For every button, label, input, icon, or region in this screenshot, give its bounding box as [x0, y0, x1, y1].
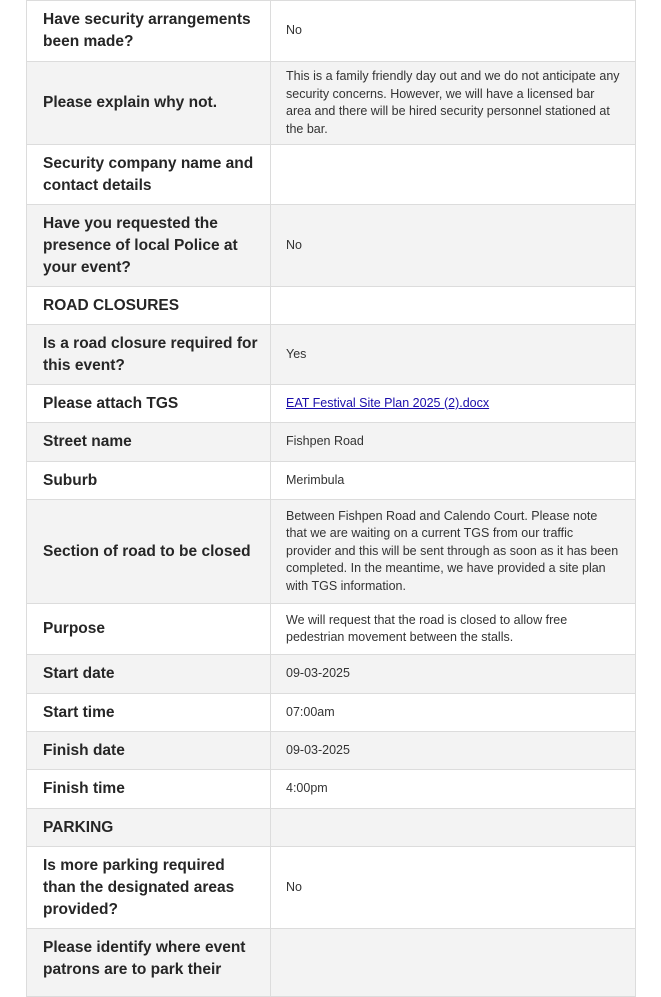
answer-value: No — [271, 847, 636, 929]
table-row — [27, 462, 636, 500]
answer-value: 4:00pm — [271, 770, 636, 809]
table-row — [27, 809, 636, 847]
answer-value: We will request that the road is closed to allow free pedestrian movement between the stalls. — [271, 604, 636, 655]
question-label: Purpose — [27, 604, 271, 655]
question-label: Have you requested the presence of local Police at your event? — [27, 205, 271, 287]
table-row — [27, 62, 636, 145]
answer-value — [271, 385, 636, 423]
question-label: Have security arrangements been made? — [27, 1, 271, 62]
answer-value: This is a family friendly day out and we do not anticipate any security concerns. However, we will have a licensed bar area and there will be hired security personnel stationed at the bar. — [271, 62, 636, 145]
table-row — [27, 770, 636, 809]
table-row — [27, 205, 636, 287]
answer-value: 07:00am — [271, 694, 636, 732]
answer-value — [271, 929, 636, 997]
question-label: Security company name and contact details — [27, 145, 271, 205]
table-row — [27, 1, 636, 62]
question-label: Is a road closure required for this event? — [27, 325, 271, 385]
table-row — [27, 287, 636, 325]
table-row — [27, 423, 636, 462]
event-application-form — [26, 0, 636, 997]
question-label: Finish time — [27, 770, 271, 809]
section-heading-road-closures: ROAD CLOSURES — [27, 287, 271, 325]
table-row — [27, 655, 636, 694]
answer-value: Between Fishpen Road and Calendo Court. Please note that we are waiting on a current TGS from our traffic provider and this will be sent through as soon as it has been completed. In the meantime, we have provided a site plan with TGS information. — [271, 500, 636, 604]
table-row — [27, 847, 636, 929]
question-label: Suburb — [27, 462, 271, 500]
question-label: Is more parking required than the designated areas provided? — [27, 847, 271, 929]
question-label: Section of road to be closed — [27, 500, 271, 604]
table-row — [27, 604, 636, 655]
question-label: Please identify where event patrons are to park their — [27, 929, 271, 997]
table-row — [27, 145, 636, 205]
section-heading-parking: PARKING — [27, 809, 271, 847]
question-label: Please attach TGS — [27, 385, 271, 423]
answer-value: Fishpen Road — [271, 423, 636, 462]
answer-value: Merimbula — [271, 462, 636, 500]
table-row — [27, 929, 636, 997]
question-label: Please explain why not. — [27, 62, 271, 145]
form-table — [26, 0, 636, 997]
question-label: Start date — [27, 655, 271, 694]
table-row — [27, 694, 636, 732]
question-label: Finish date — [27, 732, 271, 770]
question-label: Start time — [27, 694, 271, 732]
answer-value: 09-03-2025 — [271, 732, 636, 770]
table-row — [27, 325, 636, 385]
answer-value — [271, 287, 636, 325]
answer-value — [271, 145, 636, 205]
table-row — [27, 385, 636, 423]
question-label: Street name — [27, 423, 271, 462]
answer-value: 09-03-2025 — [271, 655, 636, 694]
answer-value: Yes — [271, 325, 636, 385]
answer-value: No — [271, 1, 636, 62]
table-row — [27, 732, 636, 770]
answer-value — [271, 809, 636, 847]
answer-value: No — [271, 205, 636, 287]
table-row — [27, 500, 636, 604]
tgs-attachment-link[interactable]: EAT Festival Site Plan 2025 (2).docx — [286, 395, 490, 410]
